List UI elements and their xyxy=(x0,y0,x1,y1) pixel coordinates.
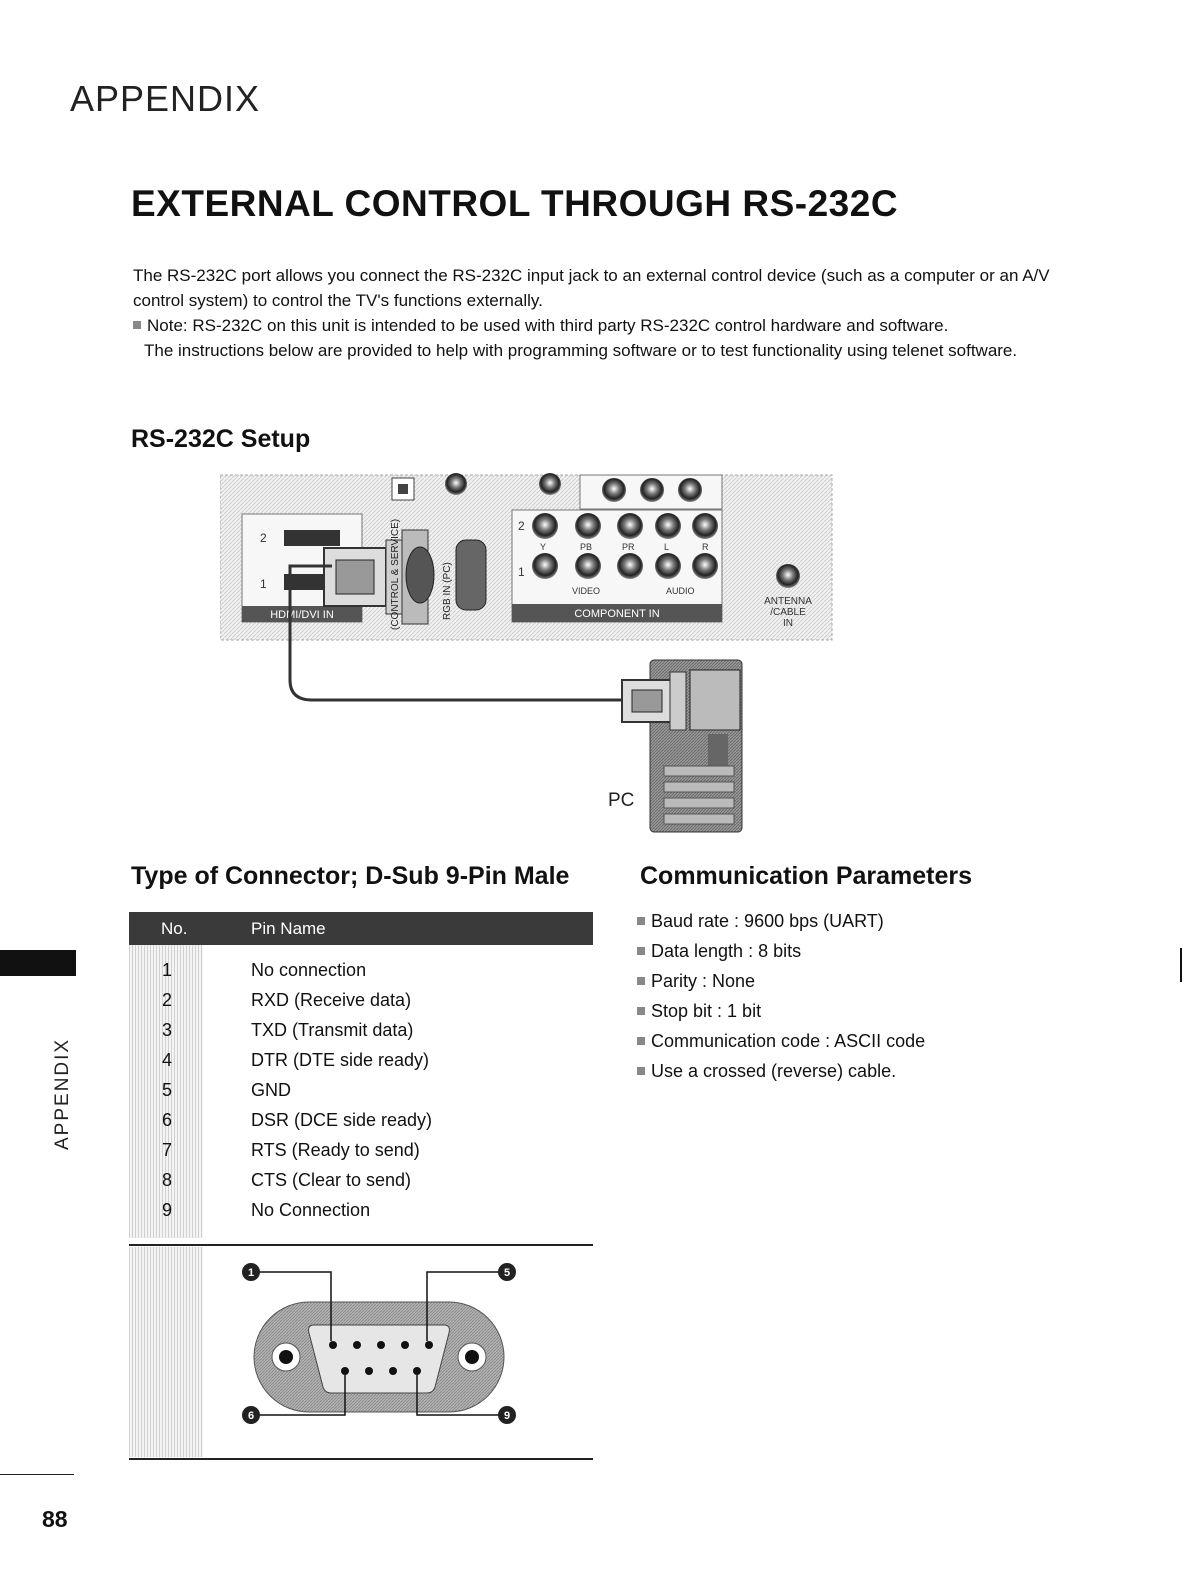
intro-note xyxy=(133,313,1093,363)
intro-paragraph: The RS-232C port allows you connect the RS-232C input jack to an external control device (such as a computer or an A/V control system) to control the TV's functions externally. xyxy=(133,266,1050,310)
hdmi-num-2: 2 xyxy=(260,531,267,545)
table-row: 5 GND xyxy=(162,1080,291,1100)
communication-heading: Communication Parameters xyxy=(640,862,973,890)
svg-text:2: 2 xyxy=(518,519,525,533)
svg-text:9: 9 xyxy=(503,1410,511,1422)
intro-text xyxy=(133,263,1093,363)
list-item: Data length : 8 bits xyxy=(637,936,925,966)
note-line-2: The instructions below are provided to help with programming software or to test functionality using telenet software. xyxy=(144,341,1018,360)
table-row: 7 RTS (Ready to send) xyxy=(162,1140,420,1160)
rs232-setup-diagram xyxy=(220,470,850,840)
svg-text:L: L xyxy=(664,542,670,552)
footer-rule xyxy=(0,1474,74,1475)
table-row: 8 CTS (Clear to send) xyxy=(162,1170,412,1190)
rgb-label: RGB IN (PC) xyxy=(442,562,453,620)
table-row: 9 No Connection xyxy=(162,1200,371,1220)
list-item: Communication code : ASCII code xyxy=(637,1026,925,1056)
bullet-icon xyxy=(637,1037,645,1045)
column-header-no: No. xyxy=(161,919,188,938)
section-header: APPENDIX xyxy=(70,78,261,119)
column-header-pin-name: Pin Name xyxy=(251,919,326,938)
table-divider xyxy=(129,1244,593,1246)
pin-table-body xyxy=(129,945,593,1238)
svg-text:PR: PR xyxy=(622,542,635,552)
side-tab-label: APPENDIX xyxy=(52,1037,73,1150)
component-label: COMPONENT IN xyxy=(574,608,660,620)
table-row: 3 TXD (Transmit data) xyxy=(162,1020,414,1040)
table-row: 1 No connection xyxy=(162,960,367,980)
svg-text:ANTENNA: ANTENNA xyxy=(764,596,812,607)
hdmi-port-2 xyxy=(284,530,340,546)
svg-text:R: R xyxy=(702,542,709,552)
rgb-port xyxy=(456,540,486,610)
antenna-jack xyxy=(776,564,800,588)
connector-heading: Type of Connector; D-Sub 9-Pin Male xyxy=(131,862,570,890)
svg-text:/CABLE: /CABLE xyxy=(770,607,806,618)
setup-heading: RS-232C Setup xyxy=(131,425,311,453)
bullet-icon xyxy=(637,977,645,985)
svg-text:5: 5 xyxy=(503,1267,511,1279)
table-row: 2 RXD (Receive data) xyxy=(162,990,412,1010)
side-tab-marker xyxy=(0,950,76,976)
dsub-diagram-box xyxy=(129,1247,593,1457)
pc-label: PC xyxy=(608,790,635,811)
right-edge-marker xyxy=(1180,948,1182,982)
list-item: Baud rate : 9600 bps (UART) xyxy=(637,906,925,936)
list-item: Parity : None xyxy=(637,966,925,996)
svg-text:1: 1 xyxy=(247,1267,255,1279)
bullet-icon xyxy=(637,917,645,925)
svg-text:PB: PB xyxy=(580,542,593,552)
svg-text:1: 1 xyxy=(518,565,525,579)
bullet-icon xyxy=(637,947,645,955)
list-item: Stop bit : 1 bit xyxy=(637,996,925,1026)
note-line-1: Note: RS-232C on this unit is intended to be used with third party RS-232C control hardware and software. xyxy=(147,316,949,335)
svg-text:AUDIO: AUDIO xyxy=(666,586,695,596)
svg-text:IN: IN xyxy=(783,618,793,629)
svg-text:VIDEO: VIDEO xyxy=(572,586,601,596)
dsub-face xyxy=(309,1325,450,1393)
hdmi-label: HDMI/DVI IN xyxy=(270,609,334,621)
svg-text:Y: Y xyxy=(540,542,547,552)
page-title: EXTERNAL CONTROL THROUGH RS-232C xyxy=(131,183,899,224)
bullet-icon xyxy=(637,1007,645,1015)
rs232-label: (CONTROL & SERVICE) xyxy=(390,518,401,630)
page-number: 88 xyxy=(42,1506,68,1532)
pin-table xyxy=(129,912,593,1238)
table-bottom-rule xyxy=(129,1458,593,1460)
list-item: Use a crossed (reverse) cable. xyxy=(637,1056,925,1086)
svg-text:6: 6 xyxy=(247,1410,255,1422)
bullet-icon xyxy=(637,1067,645,1075)
communication-parameters-list xyxy=(637,906,925,1086)
bullet-icon xyxy=(133,321,141,329)
hdmi-num-1: 1 xyxy=(260,577,267,591)
dsub-9-pin-diagram xyxy=(229,1247,529,1457)
pin-table-header xyxy=(129,912,593,945)
table-row: 4 DTR (DTE side ready) xyxy=(162,1050,430,1070)
table-row: 6 DSR (DCE side ready) xyxy=(162,1110,433,1130)
